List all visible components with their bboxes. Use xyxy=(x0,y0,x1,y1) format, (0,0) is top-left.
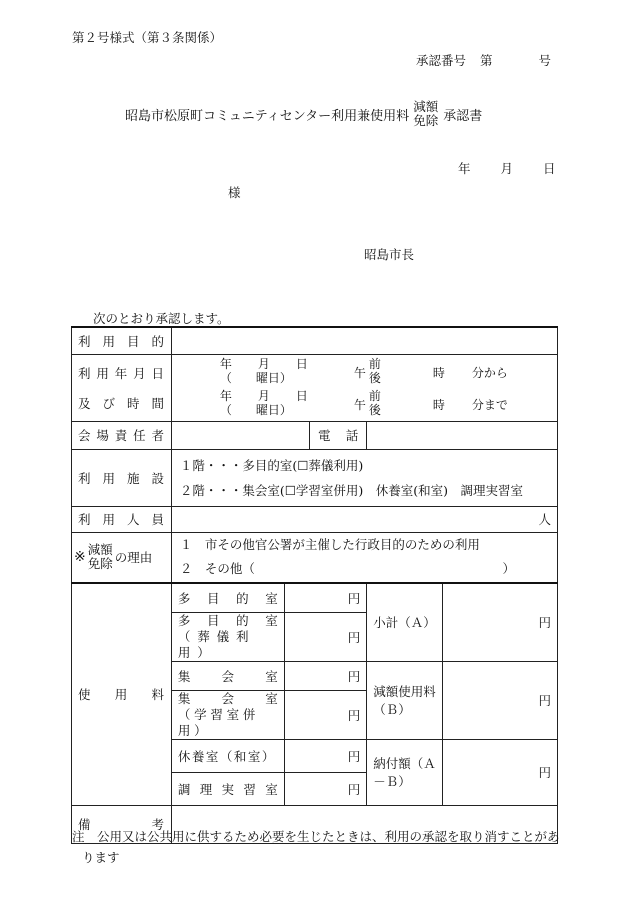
approval-number xyxy=(416,51,551,69)
purpose-row xyxy=(72,327,558,354)
subtotal-value-cell[interactable]: 円 xyxy=(442,583,557,661)
intro-text: 次のとおり承認します。 xyxy=(93,311,230,326)
issuer: 昭島市長 xyxy=(364,247,415,262)
fee-amount-3[interactable]: 円 xyxy=(284,661,366,690)
date-to: 年 月 日 （ 曜日） xyxy=(219,388,308,417)
discount-label-cell: 減額使用料（Ｂ） xyxy=(367,661,443,739)
date-month: 月 xyxy=(500,161,514,176)
approval-number-label: 承認番号 xyxy=(416,53,467,68)
document-title xyxy=(125,98,482,130)
people-label-cell: 利 用 人 員 xyxy=(72,506,172,532)
remarks-label-cell: 備 考 xyxy=(72,805,172,843)
ampm-prefix-to: 午 xyxy=(353,397,366,412)
reason-suffix: の理由 xyxy=(114,550,153,566)
approval-number-go: 号 xyxy=(538,53,552,68)
subtotal-label-cell: 小 計 （ Ａ ） xyxy=(367,583,443,661)
fee-amount-6[interactable]: 円 xyxy=(284,772,366,805)
minutes-from: 分から xyxy=(471,365,508,380)
datetime-row xyxy=(72,354,558,421)
fee-item-5: 休養室（和室） xyxy=(171,739,284,772)
facility-line-2[interactable]: ２階・・・集会室(☐学習室併用) 休養室(和室) 調理実習室 xyxy=(179,482,524,498)
fee-item-1: 多 目 的 室 xyxy=(171,583,284,612)
reason-1[interactable]: １ 市その他官公署が主催した行政目的のための利用 xyxy=(179,537,480,553)
minutes-to: 分まで xyxy=(471,397,508,412)
reason-mark: ※ xyxy=(74,549,86,566)
phone-value-cell[interactable] xyxy=(367,421,558,449)
fee-amount-1[interactable]: 円 xyxy=(284,583,366,612)
title-options xyxy=(413,100,438,128)
ampm-prefix-from: 午 xyxy=(353,365,366,380)
reason-value-cell xyxy=(171,532,557,583)
facility-line-1[interactable]: １階・・・多目的室(☐葬儀利用) xyxy=(179,457,364,473)
ampm-to: 前 後 xyxy=(368,388,381,417)
approval-number-dai: 第 xyxy=(480,53,493,68)
ampm-from: 前 後 xyxy=(368,356,381,385)
title-suffix: 承認書 xyxy=(443,108,483,124)
title-option-reduction: 減額 xyxy=(413,99,439,114)
manager-label-cell: 会 場 責 任 者 xyxy=(72,421,172,449)
reason-row xyxy=(72,532,558,583)
date-year: 年 xyxy=(458,161,471,176)
hour-to: 時 xyxy=(432,397,445,412)
purpose-value-cell[interactable] xyxy=(171,327,557,354)
reason-2[interactable]: ２ その他（ ） xyxy=(179,561,515,577)
form-number: 第２号様式（第３条関係） xyxy=(72,30,223,45)
fee-amount-5[interactable]: 円 xyxy=(284,739,366,772)
fee-item-2: 多 目 的 室 （葬儀利用） xyxy=(171,612,284,661)
note-line-1: 注 公用又は公共用に供するため必要を生じたときは、利用の承認を取り消すことがあ xyxy=(72,829,560,844)
payable-label-cell: 納付額（Ａ－Ｂ） xyxy=(367,739,443,805)
payable-value-cell[interactable]: 円 xyxy=(442,739,557,805)
phone-label-cell: 電 話 xyxy=(310,421,367,449)
title-option-exemption: 免除 xyxy=(413,113,439,128)
datetime-label-cell: 利 用 年 月 日 及 び 時 間 xyxy=(72,354,172,421)
title-main: 昭島市松原町コミュニティセンター利用兼使用料 xyxy=(125,108,410,124)
facility-label-cell: 利 用 施 設 xyxy=(72,449,172,506)
date-from: 年 月 日 （ 曜日） xyxy=(219,356,308,385)
addressee-suffix: 様 xyxy=(228,185,241,200)
fee-amount-2[interactable]: 円 xyxy=(284,612,366,661)
manager-row xyxy=(72,421,558,449)
people-row xyxy=(72,506,558,532)
fee-item-3: 集 会 室 xyxy=(171,661,284,690)
fee-item-4: 集 会 室 （学習室併用） xyxy=(171,690,284,739)
issue-date xyxy=(458,159,556,177)
fee-row-1 xyxy=(72,583,558,612)
facility-value-cell xyxy=(171,449,557,506)
fee-amount-4[interactable]: 円 xyxy=(284,690,366,739)
people-unit: 人 xyxy=(538,512,551,527)
hour-from: 時 xyxy=(432,365,445,380)
note-line-2: ります xyxy=(82,850,120,865)
date-day: 日 xyxy=(543,161,556,176)
reason-label-cell xyxy=(72,532,172,583)
fee-item-6: 調 理 実 習 室 xyxy=(171,772,284,805)
discount-value-cell[interactable]: 円 xyxy=(442,661,557,739)
purpose-label-cell: 利 用 目 的 xyxy=(72,327,172,354)
people-value-cell[interactable] xyxy=(171,506,557,532)
fee-label-cell: 使 用 料 xyxy=(72,583,172,805)
manager-value-cell[interactable] xyxy=(171,421,309,449)
reason-options: 減額 免除 xyxy=(87,542,113,572)
datetime-value-cell[interactable] xyxy=(171,354,557,421)
facility-row xyxy=(72,449,558,506)
approval-table xyxy=(71,326,558,844)
